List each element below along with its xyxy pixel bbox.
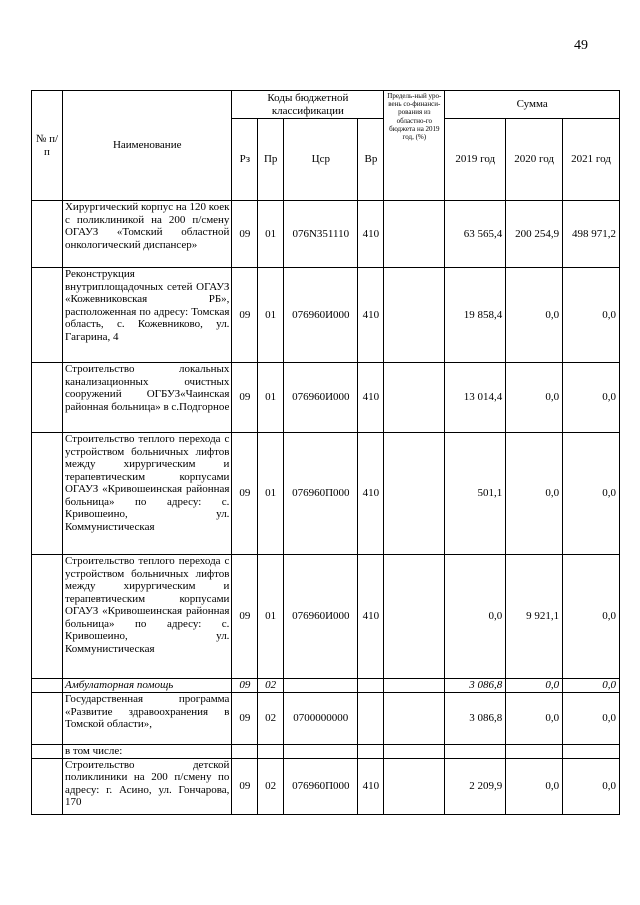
row-name: Строительство локальных канализационных очистных сооружений ОГБУЗ«Чаинская районная больница» в с.Подгорное xyxy=(62,363,231,433)
row-rz: 09 xyxy=(232,433,258,555)
row-2019: 19 858,4 xyxy=(445,268,506,363)
row-2021: 0,0 xyxy=(563,433,620,555)
row-2021: 0,0 xyxy=(563,268,620,363)
row-name: Строительство теплого перехода с устройством больничных лифтов между хирургическим и терапевтическим корпусами ОГАУЗ «Кривошеинская районная больница» по адресу: с. Кривошеино, ул. Коммунистическая xyxy=(62,555,231,679)
row-rz: 09 xyxy=(232,201,258,268)
row-2021: 498 971,2 xyxy=(563,201,620,268)
program-row xyxy=(32,693,620,745)
row-limit xyxy=(384,758,445,814)
row-csr: 076960И000 xyxy=(284,268,358,363)
row-name: Строительство детской поликлиники на 200 п/смену по адресу: г. Асино, ул. Гончарова, 170 xyxy=(62,758,231,814)
row-2019: 63 565,4 xyxy=(445,201,506,268)
row-2020: 0,0 xyxy=(506,758,563,814)
ambulatory-2019: 3 086,8 xyxy=(445,679,506,693)
row-vr: 410 xyxy=(358,268,384,363)
row-2019: 2 209,9 xyxy=(445,758,506,814)
row-2021: 0,0 xyxy=(563,363,620,433)
header-rz: Рз xyxy=(232,119,258,201)
row-pr: 02 xyxy=(258,758,284,814)
row-pr: 01 xyxy=(258,363,284,433)
row-limit xyxy=(384,363,445,433)
header-2019: 2019 год xyxy=(445,119,506,201)
row-2021: 0,0 xyxy=(563,555,620,679)
row-limit xyxy=(384,555,445,679)
row-rz: 09 xyxy=(232,363,258,433)
row-rz: 09 xyxy=(232,555,258,679)
row-name: Хирургический корпус на 120 коек с поликлиникой на 200 п/смену ОГАУЗ «Томский областной онкологический диспансер» xyxy=(62,201,231,268)
row-csr: 076960П000 xyxy=(284,758,358,814)
row-2020: 0,0 xyxy=(506,433,563,555)
table-row xyxy=(32,758,620,814)
row-csr: 076N351110 xyxy=(284,201,358,268)
row-rz: 09 xyxy=(232,268,258,363)
including-row xyxy=(32,745,620,759)
row-2021: 0,0 xyxy=(563,758,620,814)
ambulatory-name: Амбулаторная помощь xyxy=(62,679,231,693)
budget-table xyxy=(31,90,620,815)
program-name: Государственная программа «Развитие здравоохранения в Томской области», xyxy=(62,693,231,745)
row-csr: 076960И000 xyxy=(284,555,358,679)
header-codes: Коды бюджетной классификации xyxy=(232,91,384,119)
ambulatory-2021: 0,0 xyxy=(563,679,620,693)
program-2021: 0,0 xyxy=(563,693,620,745)
row-name: Строительство теплого перехода с устройством больничных лифтов между хирургическим и терапевтическим корпусами ОГАУЗ «Кривошеинская районная больница» по адресу: с. Кривошеино, ул. Коммунистическая xyxy=(62,433,231,555)
table-row xyxy=(32,433,620,555)
row-pr: 01 xyxy=(258,268,284,363)
header-num: № п/п xyxy=(32,91,63,201)
row-pr: 01 xyxy=(258,555,284,679)
header-name: Наименование xyxy=(62,91,231,201)
ambulatory-2020: 0,0 xyxy=(506,679,563,693)
header-2020: 2020 год xyxy=(506,119,563,201)
row-vr: 410 xyxy=(358,201,384,268)
ambulatory-rz: 09 xyxy=(232,679,258,693)
row-2019: 501,1 xyxy=(445,433,506,555)
row-csr: 076960П000 xyxy=(284,433,358,555)
table-row xyxy=(32,555,620,679)
row-vr: 410 xyxy=(358,363,384,433)
ambulatory-row xyxy=(32,679,620,693)
header-2021: 2021 год xyxy=(563,119,620,201)
row-2020: 9 921,1 xyxy=(506,555,563,679)
table-row xyxy=(32,201,620,268)
header-limit: Предель-ный уро-вень со-финанси-рования из областно-го бюджета на 2019 год, (%) xyxy=(384,91,445,201)
row-2019: 13 014,4 xyxy=(445,363,506,433)
row-2019: 0,0 xyxy=(445,555,506,679)
ambulatory-pr: 02 xyxy=(258,679,284,693)
header-csr: Цср xyxy=(284,119,358,201)
row-limit xyxy=(384,268,445,363)
row-rz: 09 xyxy=(232,758,258,814)
row-csr: 076960И000 xyxy=(284,363,358,433)
row-pr: 01 xyxy=(258,433,284,555)
page-number: 49 xyxy=(574,38,588,53)
row-2020: 200 254,9 xyxy=(506,201,563,268)
row-2020: 0,0 xyxy=(506,268,563,363)
program-2020: 0,0 xyxy=(506,693,563,745)
row-vr: 410 xyxy=(358,433,384,555)
header-sum: Сумма xyxy=(445,91,620,119)
program-2019: 3 086,8 xyxy=(445,693,506,745)
row-limit xyxy=(384,201,445,268)
header-pr: Пр xyxy=(258,119,284,201)
row-limit xyxy=(384,433,445,555)
program-rz: 09 xyxy=(232,693,258,745)
row-vr: 410 xyxy=(358,555,384,679)
row-2020: 0,0 xyxy=(506,363,563,433)
program-pr: 02 xyxy=(258,693,284,745)
row-name: Реконструкция внутриплощадочных сетей ОГАУЗ «Кожевниковская РБ», расположенная по адресу: Томская область, с. Кожевниково, ул. Гагарина, 4 xyxy=(62,268,231,363)
row-vr: 410 xyxy=(358,758,384,814)
row-pr: 01 xyxy=(258,201,284,268)
table-row xyxy=(32,268,620,363)
program-csr: 0700000000 xyxy=(284,693,358,745)
including-label: в том числе: xyxy=(62,745,231,759)
table-row xyxy=(32,363,620,433)
header-vr: Вр xyxy=(358,119,384,201)
